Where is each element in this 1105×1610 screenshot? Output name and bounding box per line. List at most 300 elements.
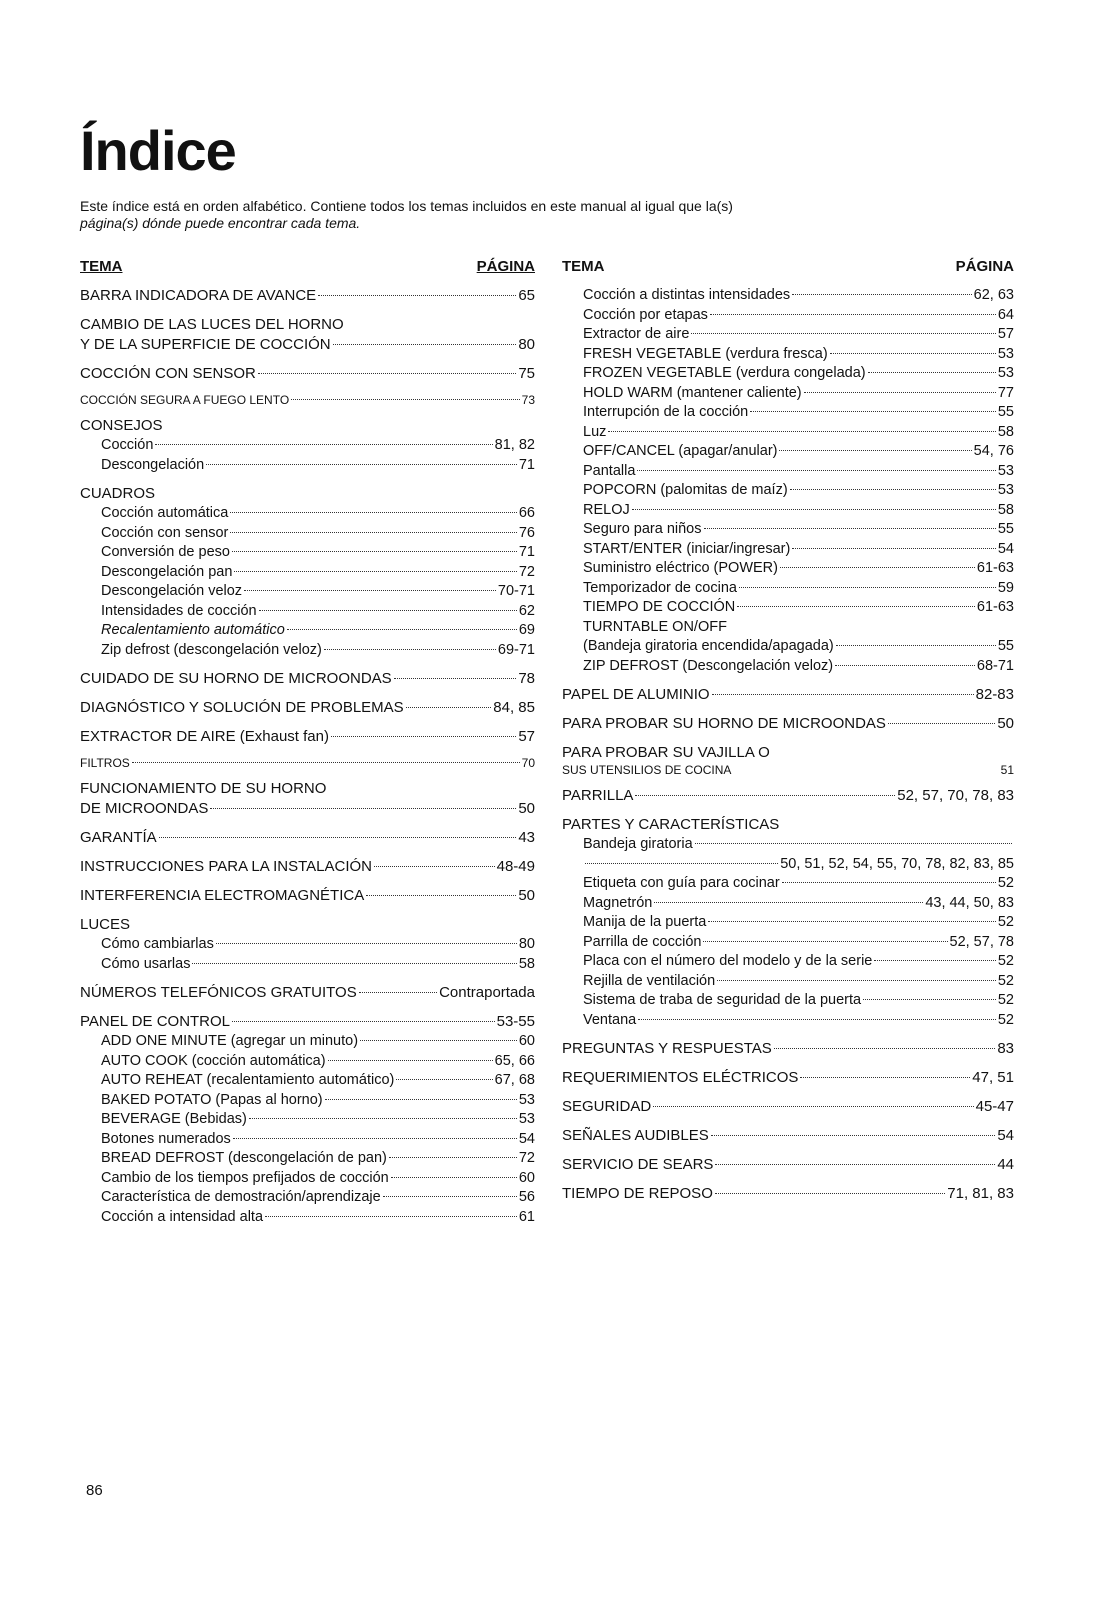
entry-page: 77: [997, 384, 1014, 401]
entry-topic: TIEMPO DE REPOSO: [562, 1185, 713, 1202]
index-entry: [80, 364, 535, 384]
entry-topic: Seguro para niños: [583, 521, 702, 537]
index-entry: [80, 484, 535, 504]
index-entry: [80, 504, 535, 524]
dot-leader: [233, 1138, 517, 1139]
entry-page: 52: [997, 1011, 1014, 1028]
dot-leader: [835, 665, 975, 666]
entry-topic: PARTES Y CARACTERÍSTICAS: [562, 816, 780, 833]
entry-page: 51: [1000, 763, 1014, 777]
dot-leader: [653, 1106, 973, 1107]
entry-topic: Intensidades de cocción: [101, 602, 257, 619]
entry-page: 52: [997, 953, 1014, 969]
entry-page: 53: [997, 482, 1014, 498]
entry-topic: ZIP DEFROST (Descongelación veloz): [583, 657, 834, 674]
index-entry: [562, 462, 1014, 482]
entry-topic: Característica de demostración/aprendizaje: [101, 1189, 381, 1205]
entry-page: 50: [518, 800, 535, 817]
entry-page: 47, 51: [972, 1069, 1014, 1086]
dot-leader: [230, 512, 517, 513]
index-entries-left: [80, 286, 535, 1227]
entry-topic: SUS UTENSILIOS DE COCINA: [562, 763, 732, 777]
entry-topic: DE MICROONDAS: [80, 800, 209, 817]
entry-page: 83: [997, 1040, 1014, 1057]
index-entry: [562, 384, 1014, 404]
entry-topic: SEÑALES AUDIBLES: [562, 1127, 709, 1144]
entry-page: 61: [518, 1208, 535, 1225]
entry-page: 61-63: [976, 599, 1014, 615]
entry-topic: Cocción automática: [101, 505, 229, 521]
dot-leader: [780, 567, 975, 568]
index-entry: [562, 685, 1014, 705]
entry-page: 52, 57, 70, 78, 83: [897, 787, 1014, 804]
entry-topic: Cómo cambiarlas: [101, 936, 214, 952]
dot-leader: [868, 372, 996, 373]
intro-line-1: Este índice está en orden alfabético. Contiene todos los temas incluidos en este manual al igual que la(s): [80, 198, 733, 214]
entry-page: 81, 82: [494, 437, 535, 453]
entry-topic: Descongelación veloz: [101, 583, 243, 599]
entry-topic: FUNCIONAMIENTO DE SU HORNO: [80, 780, 327, 797]
entry-page: 84, 85: [493, 699, 535, 716]
entry-topic: COCCIÓN CON SENSOR: [80, 365, 256, 382]
index-entry: [80, 1169, 535, 1189]
index-entry: [562, 657, 1014, 677]
entry-topic: CUADROS: [80, 485, 156, 502]
dot-leader: [366, 895, 516, 896]
entry-page: 54, 76: [973, 443, 1014, 459]
entry-topic: BEVERAGE (Bebidas): [101, 1111, 247, 1127]
dot-leader: [249, 1118, 517, 1119]
entry-page: 80: [518, 336, 535, 353]
entry-page: 58: [518, 955, 535, 972]
entry-topic: HOLD WARM (mantener caliente): [583, 384, 802, 401]
dot-leader: [324, 649, 496, 650]
entry-topic: (Bandeja giratoria encendida/apagada): [583, 638, 834, 654]
dot-leader: [792, 294, 972, 295]
entry-page: 80: [518, 936, 535, 952]
entry-page: 57: [518, 728, 535, 745]
entry-topic: FROZEN VEGETABLE (verdura congelada): [583, 365, 866, 381]
index-entry: [562, 618, 1014, 638]
intro-line-2: página(s) dónde puede encontrar cada tema.: [80, 215, 361, 231]
index-entry: [562, 579, 1014, 599]
entry-page: 69-71: [497, 641, 535, 658]
entry-topic: PARA PROBAR SU VAJILLA O: [562, 744, 770, 761]
entry-topic: Ventana: [583, 1011, 637, 1028]
entry-topic: Pantalla: [583, 462, 636, 479]
index-entry: [562, 714, 1014, 734]
dot-leader: [192, 963, 516, 964]
entry-page: 53: [518, 1111, 535, 1127]
index-entry: [80, 915, 535, 935]
index-entry: [80, 857, 535, 877]
entry-topic: LUCES: [80, 916, 131, 933]
entry-page: 48-49: [496, 858, 535, 875]
entry-page: 70: [521, 756, 535, 770]
entry-topic: PAPEL DE ALUMINIO: [562, 686, 710, 703]
entry-topic: Etiqueta con guía para cocinar: [583, 875, 780, 891]
entry-topic: GARANTÍA: [80, 829, 157, 846]
entry-topic: BREAD DEFROST (descongelación de pan): [101, 1150, 387, 1166]
entry-topic: NÚMEROS TELEFÓNICOS GRATUITOS: [80, 984, 357, 1001]
index-entry: [562, 306, 1014, 326]
index-entry: [80, 1012, 535, 1032]
dot-leader: [836, 645, 996, 646]
index-entry: [80, 955, 535, 975]
entry-page: 52: [997, 972, 1014, 989]
dot-leader: [632, 509, 996, 510]
index-entry: [80, 886, 535, 906]
index-entry: [80, 727, 535, 747]
index-entry: [80, 983, 535, 1003]
index-entry: [80, 582, 535, 602]
dot-leader: [715, 1164, 995, 1165]
index-column-right: [562, 258, 1014, 1204]
entry-topic: EXTRACTOR DE AIRE (Exhaust fan): [80, 728, 329, 745]
index-entry: [562, 364, 1014, 384]
index-entry: [562, 1184, 1014, 1204]
entry-topic: ADD ONE MINUTE (agregar un minuto): [101, 1033, 359, 1049]
dot-leader: [232, 551, 517, 552]
entry-page: 55: [997, 521, 1014, 537]
entry-topic: COCCIÓN SEGURA A FUEGO LENTO: [80, 393, 290, 407]
intro-text: [80, 198, 1040, 232]
dot-leader: [608, 431, 995, 432]
index-entry: [562, 786, 1014, 806]
dot-leader: [790, 489, 996, 490]
index-entry: [80, 416, 535, 436]
dot-leader: [708, 921, 996, 922]
entry-page: 68-71: [976, 657, 1014, 674]
index-entry: [562, 403, 1014, 423]
entry-page: 57: [997, 326, 1014, 342]
entry-topic: Rejilla de ventilación: [583, 972, 716, 989]
entry-topic: CAMBIO DE LAS LUCES DEL HORNO: [80, 316, 344, 333]
entry-page: 62: [518, 602, 535, 619]
entry-page: 71: [518, 544, 535, 560]
entry-topic: Magnetrón: [583, 894, 653, 911]
index-entry: [80, 393, 535, 407]
index-entry: [562, 637, 1014, 657]
index-entry: [80, 563, 535, 583]
entry-topic: Cocción con sensor: [101, 524, 229, 541]
index-entry: [562, 1068, 1014, 1088]
entry-page: 64: [997, 306, 1014, 323]
entry-topic: Descongelación: [101, 456, 205, 473]
entry-page: 59: [997, 579, 1014, 596]
dot-leader: [206, 464, 517, 465]
dot-leader: [703, 941, 947, 942]
dot-leader: [804, 392, 996, 393]
entry-topic: Cambio de los tiempos prefijados de cocción: [101, 1169, 389, 1186]
index-entry: [562, 1011, 1014, 1031]
index-column-left: [80, 258, 535, 1227]
dot-leader: [244, 590, 496, 591]
dot-leader: [333, 344, 517, 345]
dot-leader: [779, 450, 971, 451]
entry-topic: Interrupción de la cocción: [583, 404, 749, 420]
index-entry: [562, 345, 1014, 365]
index-entry: [562, 1155, 1014, 1175]
dot-leader: [750, 411, 996, 412]
index-entry: [80, 756, 535, 770]
dot-leader: [318, 295, 516, 296]
dot-leader: [782, 882, 996, 883]
index-entry: [562, 952, 1014, 972]
index-entry: [562, 815, 1014, 835]
index-entry: [80, 602, 535, 622]
entry-topic: Temporizador de cocina: [583, 579, 737, 596]
page-title: Índice: [80, 119, 236, 182]
entry-page: 53: [997, 462, 1014, 479]
dot-leader: [210, 808, 516, 809]
index-entry: [80, 543, 535, 563]
entry-topic: FILTROS: [80, 756, 130, 770]
entry-topic: POPCORN (palomitas de maíz): [583, 482, 788, 498]
dot-leader: [704, 528, 996, 529]
entry-topic: Suministro eléctrico (POWER): [583, 560, 778, 576]
entry-page: 61-63: [976, 560, 1014, 576]
dot-leader: [325, 1099, 517, 1100]
index-entry: [80, 779, 535, 799]
entry-page: 52, 57, 78: [949, 933, 1014, 950]
entry-topic: REQUERIMIENTOS ELÉCTRICOS: [562, 1069, 799, 1086]
entry-page: 65: [518, 287, 535, 304]
entry-topic: Luz: [583, 423, 607, 440]
index-entry: [562, 598, 1014, 618]
index-entry: [80, 436, 535, 456]
index-entry: [80, 1149, 535, 1169]
entry-page: 54: [997, 1127, 1014, 1144]
entry-topic: Cocción: [101, 437, 154, 453]
entry-page: 52: [997, 914, 1014, 930]
entry-topic: AUTO COOK (cocción automática): [101, 1052, 326, 1069]
index-entry: [562, 743, 1014, 763]
dot-leader: [328, 1060, 493, 1061]
entry-page: 58: [997, 501, 1014, 518]
dot-leader: [711, 1135, 996, 1136]
entry-page: 53: [997, 365, 1014, 381]
dot-leader: [717, 980, 996, 981]
entry-topic: Cocción por etapas: [583, 306, 708, 323]
index-entry: [562, 520, 1014, 540]
dot-leader: [739, 587, 996, 588]
entry-topic: Cocción a intensidad alta: [101, 1208, 264, 1225]
index-entry: [80, 828, 535, 848]
dot-leader: [360, 1040, 517, 1041]
index-entry: [562, 501, 1014, 521]
entry-page: 71: [518, 456, 535, 473]
entry-topic: TIEMPO DE COCCIÓN: [583, 599, 736, 615]
dot-leader: [155, 444, 492, 445]
index-entry: [562, 913, 1014, 933]
entry-page: 50: [997, 715, 1014, 732]
entry-topic: RELOJ: [583, 501, 630, 518]
dot-leader: [637, 470, 995, 471]
index-entry: [562, 481, 1014, 501]
entry-topic: Sistema de traba de seguridad de la puerta: [583, 992, 862, 1008]
dot-leader: [159, 837, 517, 838]
page-header: PÁGINA: [955, 258, 1014, 275]
entry-topic: Cocción a distintas intensidades: [583, 287, 791, 303]
entry-page: 55: [997, 638, 1014, 654]
dot-leader: [585, 863, 778, 864]
index-entry: [562, 835, 1014, 855]
index-entry: [562, 933, 1014, 953]
dot-leader: [715, 1193, 945, 1194]
entry-page: 76: [518, 524, 535, 541]
dot-leader: [394, 678, 517, 679]
dot-leader: [265, 1216, 517, 1217]
dot-leader: [291, 399, 519, 400]
dot-leader: [383, 1196, 517, 1197]
dot-leader: [396, 1079, 492, 1080]
index-entry: [80, 524, 535, 544]
entry-topic: Extractor de aire: [583, 326, 690, 342]
index-entry: [562, 423, 1014, 443]
dot-leader: [331, 736, 516, 737]
entry-topic: INTERFERENCIA ELECTROMAGNÉTICA: [80, 887, 365, 904]
page-header: PÁGINA: [476, 258, 535, 275]
entry-page: 54: [997, 540, 1014, 557]
dot-leader: [774, 1048, 996, 1049]
entry-topic: Placa con el número del modelo y de la serie: [583, 953, 873, 969]
dot-leader: [234, 571, 516, 572]
entry-topic: PARA PROBAR SU HORNO DE MICROONDAS: [562, 715, 886, 732]
topic-header: TEMA: [562, 258, 605, 275]
index-entry: [562, 1039, 1014, 1059]
dot-leader: [691, 333, 995, 334]
dot-leader: [874, 960, 996, 961]
dot-leader: [258, 373, 516, 374]
entry-page: 53: [997, 345, 1014, 362]
entry-topic: Y DE LA SUPERFICIE DE COCCIÓN: [80, 336, 331, 353]
dot-leader: [230, 532, 517, 533]
index-entry: [80, 698, 535, 718]
index-entry: [562, 855, 1014, 875]
entry-topic: INSTRUCCIONES PARA LA INSTALACIÓN: [80, 858, 373, 875]
index-entries-right: [562, 286, 1014, 1204]
entry-topic: DIAGNÓSTICO Y SOLUCIÓN DE PROBLEMAS: [80, 699, 404, 716]
entry-page: 43: [518, 829, 535, 846]
entry-topic: Recalentamiento automático: [101, 622, 285, 638]
entry-page: 50, 51, 52, 54, 55, 70, 78, 82, 83, 85: [780, 855, 1014, 872]
entry-page: 43, 44, 50, 83: [925, 894, 1014, 911]
dot-leader: [359, 992, 437, 993]
dot-leader: [800, 1077, 970, 1078]
entry-topic: Cómo usarlas: [101, 955, 191, 972]
entry-page: 72: [518, 563, 535, 580]
entry-page: 72: [518, 1150, 535, 1166]
index-entry: [80, 1110, 535, 1130]
index-entry: [80, 1130, 535, 1150]
entry-topic: TURNTABLE ON/OFF: [583, 618, 727, 635]
entry-page: 52: [997, 875, 1014, 891]
index-entry: [562, 286, 1014, 306]
entry-topic: Parrilla de cocción: [583, 933, 702, 950]
index-entry: [80, 456, 535, 476]
dot-leader: [737, 606, 975, 607]
entry-topic: Conversión de peso: [101, 544, 230, 560]
column-header: [562, 258, 1014, 278]
entry-page: 44: [997, 1156, 1014, 1173]
entry-page: 62, 63: [973, 287, 1014, 303]
dot-leader: [287, 629, 517, 630]
index-entry: [562, 972, 1014, 992]
dot-leader: [374, 866, 495, 867]
dot-leader: [863, 999, 996, 1000]
entry-topic: Zip defrost (descongelación veloz): [101, 641, 322, 658]
entry-topic: BARRA INDICADORA DE AVANCE: [80, 287, 317, 304]
index-entry: [80, 286, 535, 306]
index-entry: [562, 874, 1014, 894]
entry-page: Contraportada: [439, 984, 535, 1001]
entry-page: 60: [518, 1169, 535, 1186]
entry-page: 75: [518, 365, 535, 382]
dot-leader: [391, 1177, 517, 1178]
index-entry: [80, 1188, 535, 1208]
dot-leader: [259, 610, 517, 611]
index-entry: [562, 1126, 1014, 1146]
dot-leader: [132, 762, 520, 763]
index-entry: [80, 621, 535, 641]
entry-page: 56: [518, 1189, 535, 1205]
column-header: [80, 258, 535, 278]
entry-page: 78: [518, 670, 535, 687]
entry-page: 53-55: [496, 1013, 535, 1030]
index-entry: [562, 559, 1014, 579]
dot-leader: [635, 795, 895, 796]
entry-topic: SEGURIDAD: [562, 1098, 652, 1115]
entry-page: 58: [997, 423, 1014, 440]
dot-leader: [232, 1021, 495, 1022]
entry-page: 82-83: [975, 686, 1014, 703]
dot-leader: [638, 1019, 996, 1020]
entry-topic: PARRILLA: [562, 787, 634, 804]
dot-leader: [695, 843, 1012, 844]
entry-topic: SERVICIO DE SEARS: [562, 1156, 714, 1173]
entry-page: 73: [521, 393, 535, 407]
entry-topic: FRESH VEGETABLE (verdura fresca): [583, 345, 828, 362]
index-entry: [80, 799, 535, 819]
index-entry: [80, 935, 535, 955]
topic-header: TEMA: [80, 258, 123, 275]
entry-topic: OFF/CANCEL (apagar/anular): [583, 443, 778, 459]
index-entry: [562, 442, 1014, 462]
entry-page: 55: [997, 404, 1014, 420]
dot-leader: [888, 723, 995, 724]
index-entry: [562, 540, 1014, 560]
entry-topic: Manija de la puerta: [583, 914, 707, 930]
entry-topic: PREGUNTAS Y RESPUESTAS: [562, 1040, 772, 1057]
entry-page: 70-71: [497, 583, 535, 599]
entry-page: 65, 66: [494, 1052, 535, 1069]
entry-page: 67, 68: [494, 1072, 535, 1088]
index-entry: [562, 1097, 1014, 1117]
entry-page: 54: [518, 1130, 535, 1147]
entry-page: 66: [518, 505, 535, 521]
page-number: 86: [86, 1482, 103, 1499]
index-entry: [80, 1091, 535, 1111]
index-entry: [562, 991, 1014, 1011]
index-entry: [80, 315, 535, 335]
entry-page: 45-47: [975, 1098, 1014, 1115]
entry-page: 50: [518, 887, 535, 904]
index-entry: [562, 325, 1014, 345]
index-entry: [80, 335, 535, 355]
dot-leader: [830, 353, 996, 354]
entry-topic: PANEL DE CONTROL: [80, 1013, 231, 1030]
